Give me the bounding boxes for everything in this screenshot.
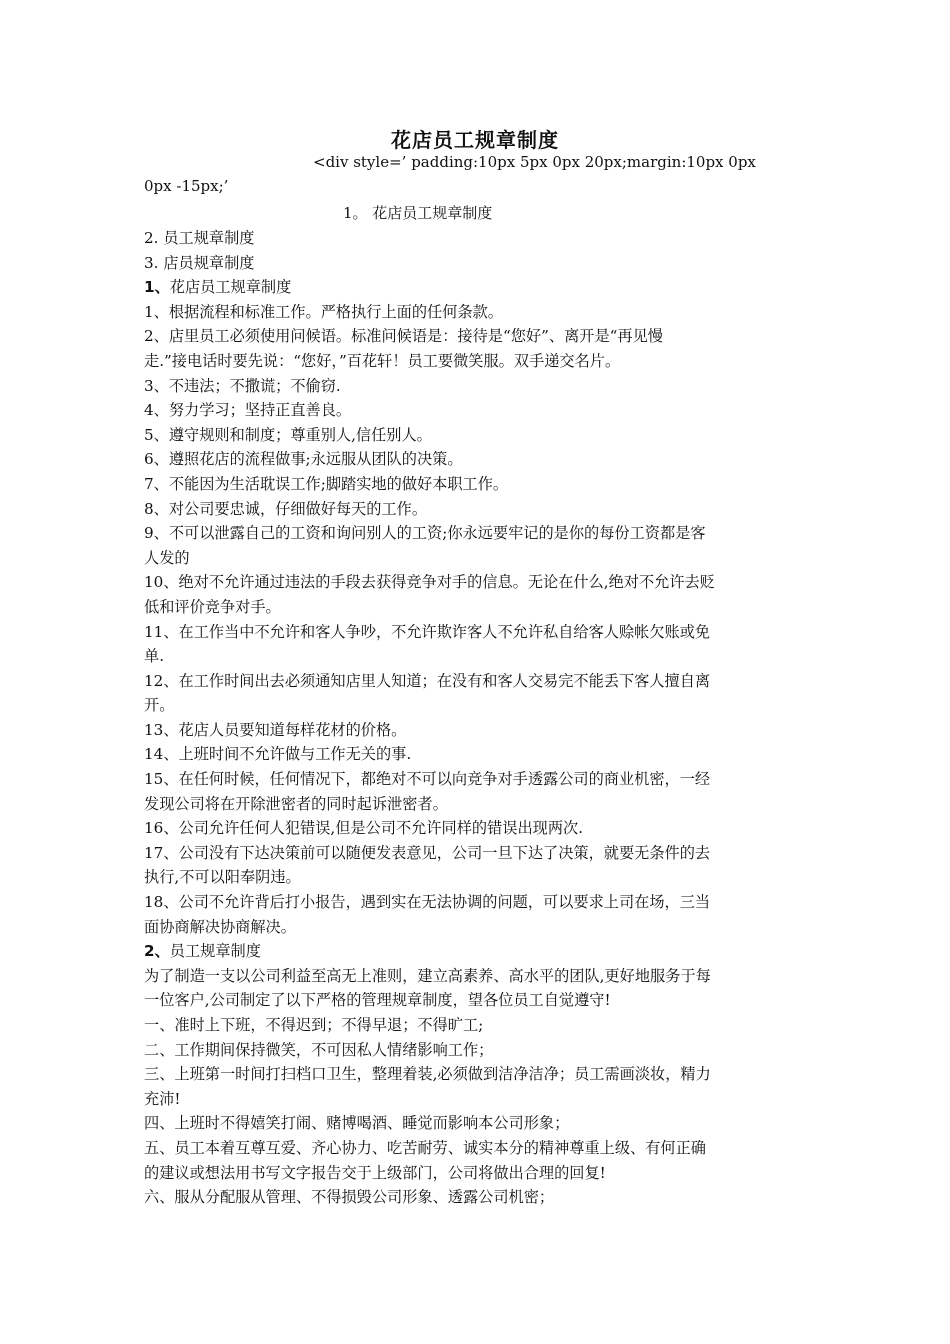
section-title: 员工规章制度 — [169, 942, 261, 961]
document-title: 花店员工规章制度 — [391, 128, 559, 152]
paragraph-line: 9、不可以泄露自己的工资和询问别人的工资;你永远要牢记的是你的每份工资都是客 — [144, 524, 706, 543]
toc-item: 3. 店员规章制度 — [144, 253, 255, 272]
paragraph-line: 二、工作期间保持微笑，不可因私人情绪影响工作； — [144, 1040, 494, 1059]
paragraph-line: 13、花店人员要知道每样花材的价格。 — [144, 720, 407, 739]
paragraph-line: 3、不违法；不撒谎；不偷窃. — [144, 376, 341, 395]
paragraph-line: 8、对公司要忠诚，仔细做好每天的工作。 — [144, 499, 428, 518]
code-line-2: 0px -15px;’ — [144, 177, 229, 195]
paragraph-line: 5、遵守规则和制度；尊重别人,信任别人。 — [144, 425, 432, 444]
document-body — [144, 226, 809, 1210]
section-number: 2、 — [144, 942, 170, 961]
paragraph-line: 18、公司不允许背后打小报告，遇到实在无法协调的问题，可以要求上司在场，三当 — [144, 893, 711, 912]
paragraph-line: 发现公司将在开除泄密者的同时起诉泄密者。 — [144, 794, 448, 813]
section-number: 1、 — [144, 278, 170, 297]
section-heading — [144, 275, 809, 300]
paragraph-line: 15、在任何时候，任何情况下，都绝对不可以向竞争对手透露公司的商业机密，一经 — [144, 770, 711, 789]
section-1-lines — [144, 300, 809, 939]
paragraph-line: 12、在工作时间出去必须通知店里人知道；在没有和客人交易完不能丢下客人擅自离 — [144, 671, 711, 690]
paragraph-line: 17、公司没有下达决策前可以随便发表意见，公司一旦下达了决策，就要无条件的去 — [144, 843, 711, 862]
paragraph-line: 低和评价竞争对手。 — [144, 597, 281, 616]
paragraph-line: 执行,不可以阳奉阴违。 — [144, 868, 301, 887]
toc-item: 2. 员工规章制度 — [144, 229, 255, 247]
code-line-1: <div style=’ padding:10px 5px 0px 20px;margin:10px 0px — [313, 153, 756, 171]
paragraph-line: 16、公司允许任何人犯错误,但是公司不允许同样的错误出现两次. — [144, 819, 584, 838]
paragraph-line: 4、努力学习；坚持正直善良。 — [144, 401, 352, 420]
paragraph-line: 7、不能因为生活耽误工作;脚踏实地的做好本职工作。 — [144, 474, 509, 493]
paragraph-line: 人发的 — [144, 548, 190, 567]
paragraph-line: 6、遵照花店的流程做事;永远服从团队的决策。 — [144, 450, 463, 469]
paragraph-line: 为了制造一支以公司利益至高无上准则，建立高素养、高水平的团队,更好地服务于每 — [144, 966, 711, 985]
paragraph-line: 单. — [144, 647, 165, 666]
paragraph-line: 11、在工作当中不允许和客人争吵，不允许欺诈客人不允许私自给客人赊帐欠账或免 — [144, 622, 711, 641]
paragraph-line: 三、上班第一时间打扫档口卫生，整理着装,必须做到洁净洁净；员工需画淡妆，精力 — [144, 1065, 711, 1084]
toc-item: 1。 花店员工规章制度 — [343, 204, 493, 222]
section-heading — [144, 939, 809, 964]
paragraph-line: 1、根据流程和标准工作。严格执行上面的任何条款。 — [144, 302, 503, 321]
paragraph-line: 2、店里员工必须使用问候语。标准问候语是：接待是“您好”、离开是“再见慢 — [144, 327, 663, 346]
paragraph-line: 一、准时上下班，不得迟到；不得早退；不得旷工; — [144, 1016, 484, 1034]
paragraph-line: 走.”接电话时要先说：“您好，”百花轩！员工要微笑服。双手递交名片。 — [144, 351, 621, 370]
paragraph-line: 10、绝对不允许通过违法的手段去获得竞争对手的信息。无论在什么,绝对不允许去贬 — [144, 573, 715, 592]
paragraph-line: 一位客户,公司制定了以下严格的管理规章制度，望各位员工自觉遵守! — [144, 991, 611, 1010]
paragraph-line: 面协商解决协商解决。 — [144, 917, 296, 936]
paragraph-line: 四、上班时不得嬉笑打闹、赌博喝酒、睡觉而影响本公司形象； — [144, 1114, 570, 1133]
paragraph-line: 六、服从分配服从管理、不得损毁公司形象、透露公司机密； — [144, 1188, 555, 1207]
paragraph-line: 的建议或想法用书写文字报告交于上级部门，公司将做出合理的回复! — [144, 1163, 606, 1182]
section-title: 花店员工规章制度 — [169, 278, 292, 297]
paragraph-line: 五、员工本着互尊互爱、齐心协力、吃苦耐劳、诚实本分的精神尊重上级、有何正确 — [144, 1138, 706, 1157]
paragraph-line: 14、上班时间不允许做与工作无关的事. — [144, 745, 412, 764]
paragraph-line: 充沛! — [144, 1089, 181, 1108]
paragraph-line: 开。 — [144, 696, 175, 715]
section-2-lines — [144, 964, 809, 1210]
